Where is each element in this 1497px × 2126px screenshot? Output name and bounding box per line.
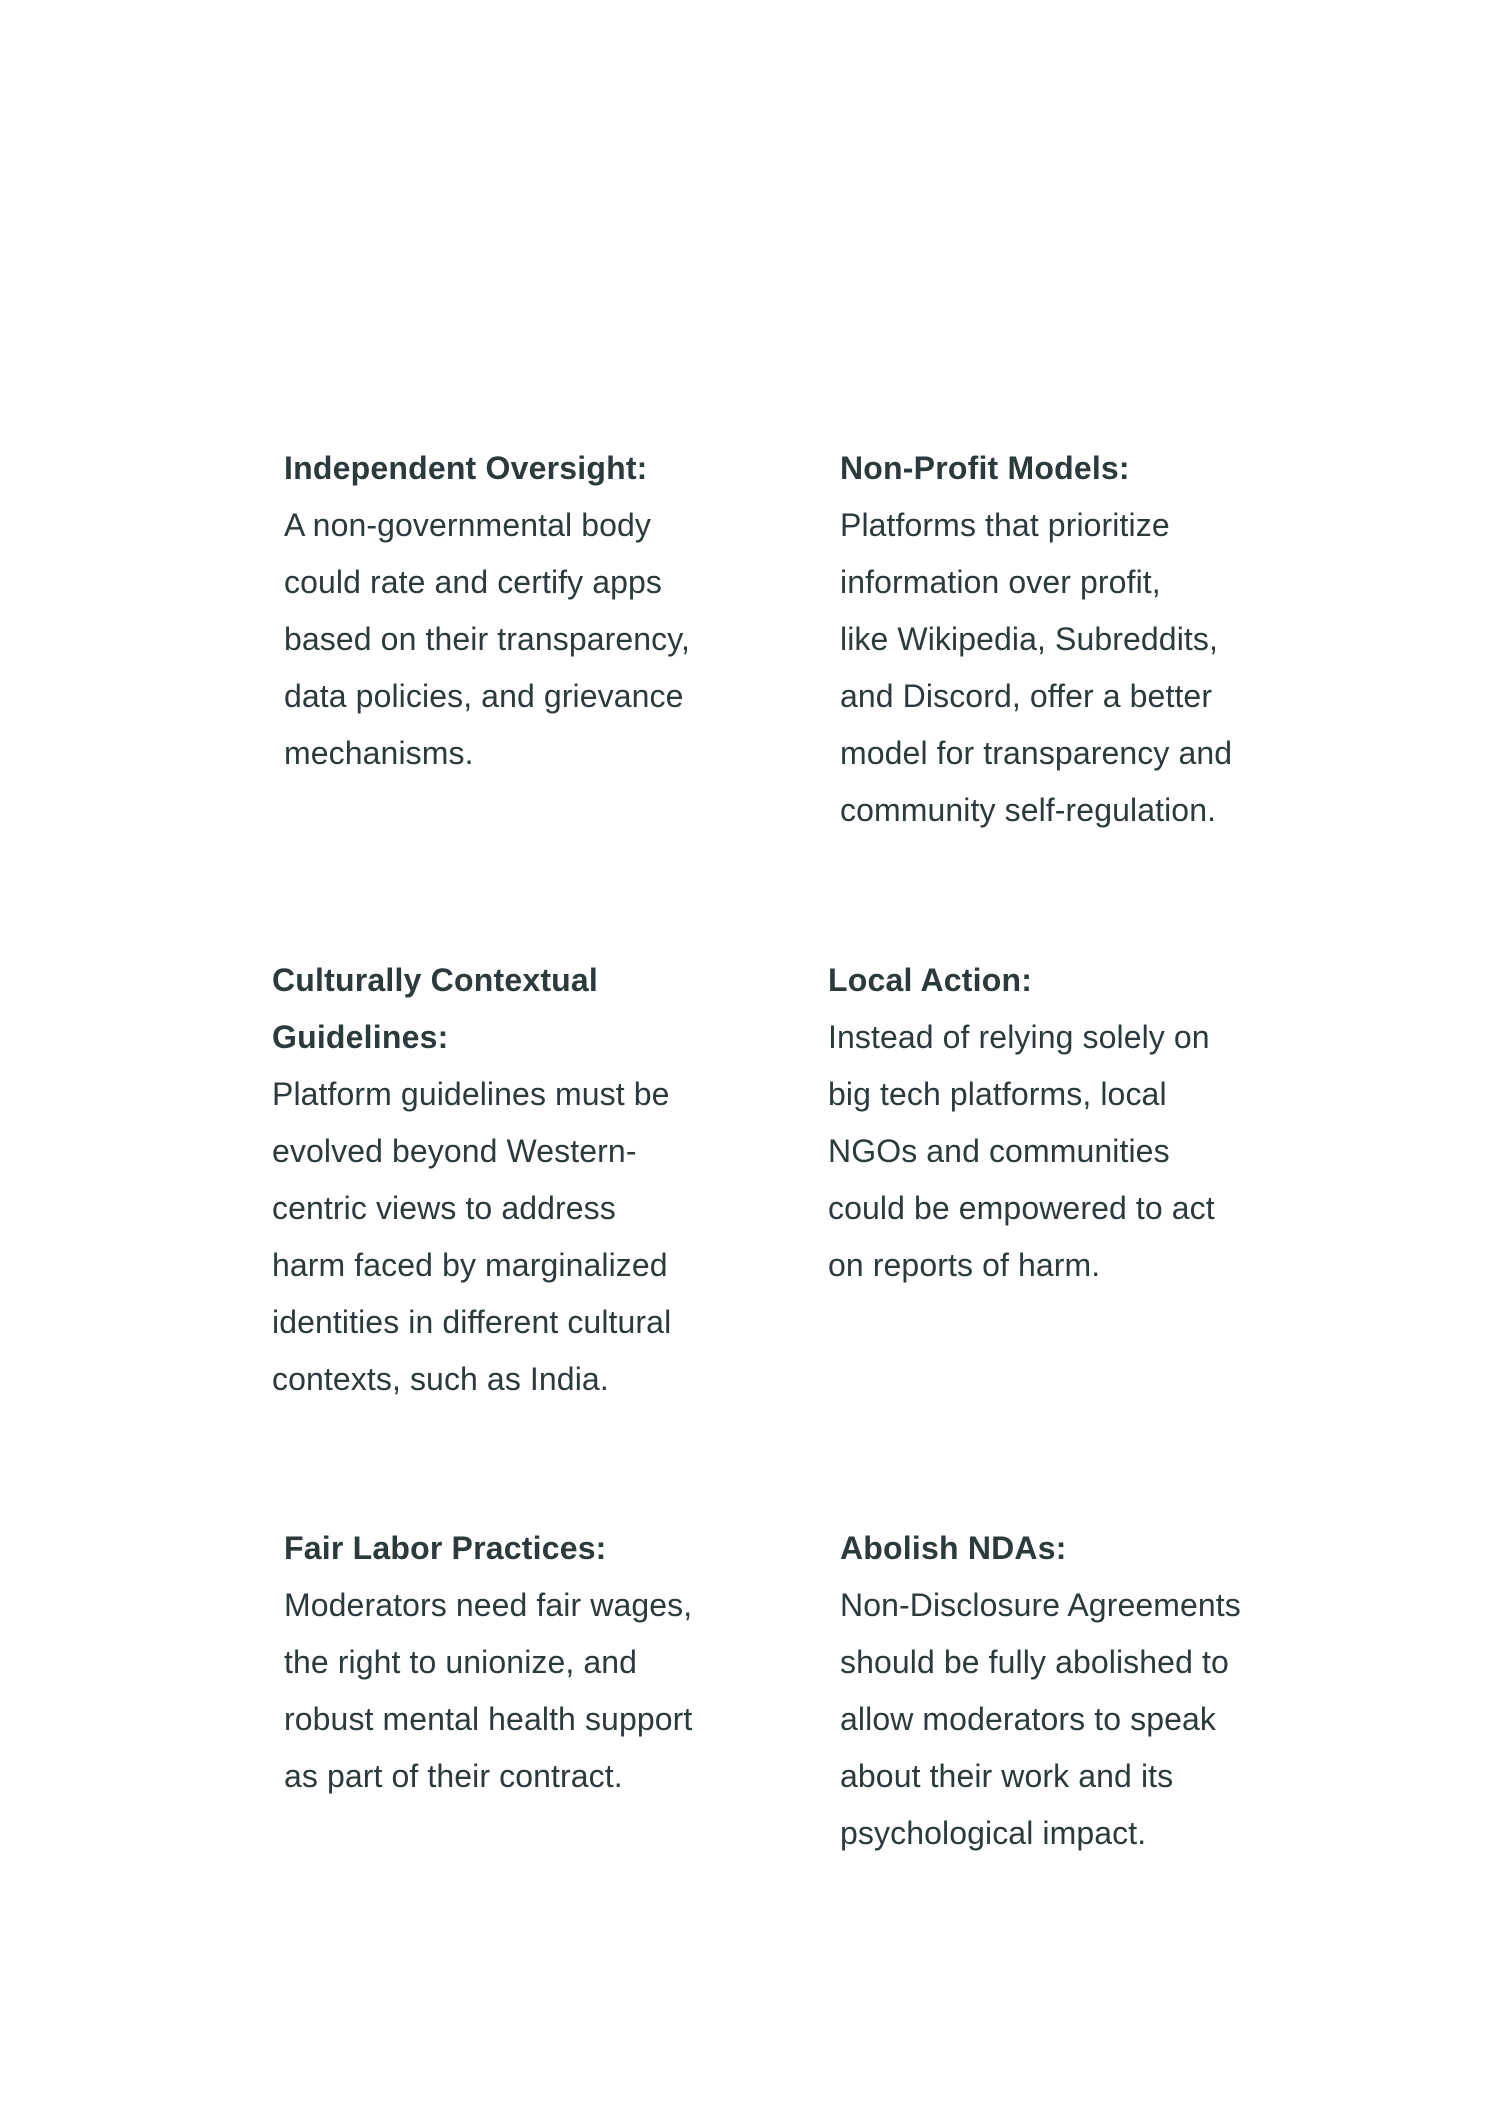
section-heading: Local Action: xyxy=(828,962,1033,998)
section-local-action xyxy=(828,952,1298,1294)
section-independent-oversight xyxy=(284,440,754,782)
section-body: A non-governmental body could rate and certify apps based on their transparency, data policies, and grievance mechanisms. xyxy=(284,507,691,771)
section-fair-labor-practices xyxy=(284,1520,754,1805)
section-heading: Abolish NDAs: xyxy=(840,1530,1067,1566)
section-non-profit-models xyxy=(840,440,1310,839)
section-body: Platforms that prioritize information over profit, like Wikipedia, Subreddits, and Discord, offer a better model for transparency and community self-regulation. xyxy=(840,507,1233,828)
section-body: Instead of relying solely on big tech platforms, local NGOs and communities could be empowered to act on reports of harm. xyxy=(828,1019,1215,1283)
section-heading: Fair Labor Practices: xyxy=(284,1530,607,1566)
section-heading: Culturally Contextual Guidelines: xyxy=(272,962,599,1055)
section-culturally-contextual-guidelines xyxy=(272,952,742,1408)
section-body: Platform guidelines must be evolved beyond Western- centric views to address harm faced by marginalized identities in different cultural contexts, such as India. xyxy=(272,1076,672,1397)
section-abolish-ndas xyxy=(840,1520,1310,1862)
section-heading: Non-Profit Models: xyxy=(840,450,1130,486)
section-heading: Independent Oversight: xyxy=(284,450,648,486)
section-body: Non-Disclosure Agreements should be fully abolished to allow moderators to speak about their work and its psychological impact. xyxy=(840,1587,1241,1851)
section-body: Moderators need fair wages, the right to unionize, and robust mental health support as part of their contract. xyxy=(284,1587,693,1794)
